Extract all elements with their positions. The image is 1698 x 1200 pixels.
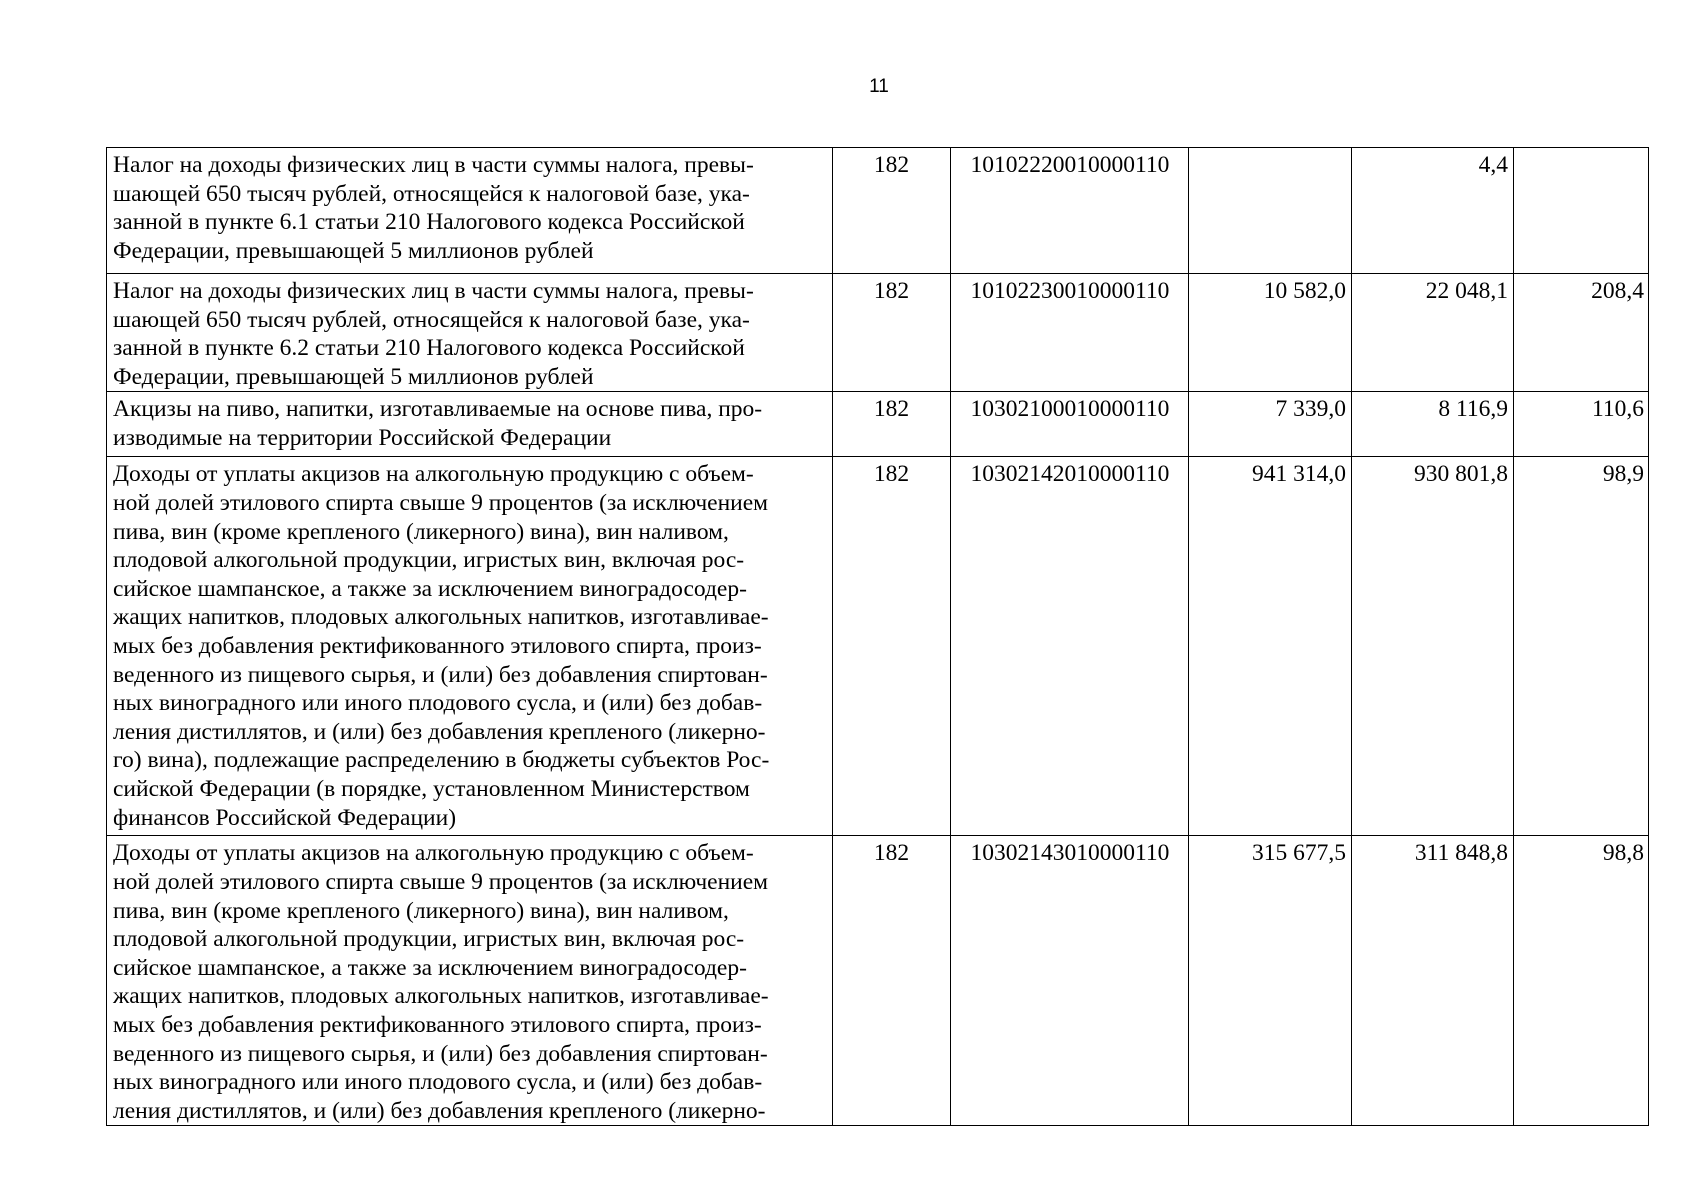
revenue-table [106, 147, 1649, 1126]
actual-value: 311 848,8 [1352, 836, 1514, 1126]
plan-value: 10 582,0 [1189, 274, 1352, 392]
revenue-table-container [106, 147, 1648, 1126]
budget-classification-code: 10102230010000110 [951, 274, 1189, 392]
plan-value [1189, 148, 1352, 274]
actual-value: 930 801,8 [1352, 457, 1514, 836]
actual-value: 22 048,1 [1352, 274, 1514, 392]
page-number: 11 [869, 76, 889, 97]
execution-percent: 110,6 [1514, 392, 1649, 457]
budget-classification-code: 10302142010000110 [951, 457, 1189, 836]
plan-value: 941 314,0 [1189, 457, 1352, 836]
budget-classification-code: 10302100010000110 [951, 392, 1189, 457]
budget-classification-code: 10102220010000110 [951, 148, 1189, 274]
execution-percent: 98,9 [1514, 457, 1649, 836]
revenue-description: Налог на доходы физических лиц в части суммы налога, превы- шающей 650 тысяч рублей, относящейся к налоговой базе, ука- занной в пункте 6.2 статьи 210 Налогового кодекса Российской Федерации, превышающей 5 миллионов рублей [107, 274, 833, 392]
table-row [107, 836, 1649, 1126]
revenue-description: Доходы от уплаты акцизов на алкогольную продукцию с объем- ной долей этилового спирта свыше 9 процентов (за исключением пива, вин (кроме крепленого (ликерного) вина), вин наливом, плодовой алкогольной продукции, игристых вин, включая рос- сийское шампанское, а также за исключением виноградосодер- жащих напитков, плодовых алкогольных напитков, изготавливае- мых без добавления ректификованного этилового спирта, произ- веденного из пищевого сырья, и (или) без добавления спиртован- ных виноградного или иного плодового сусла, и (или) без добав- ления дистиллятов, и (или) без добавления крепленого (ликерно- [107, 836, 833, 1126]
table-row [107, 392, 1649, 457]
actual-value: 4,4 [1352, 148, 1514, 274]
budget-classification-code: 10302143010000110 [951, 836, 1189, 1126]
administrator-code: 182 [833, 457, 951, 836]
execution-percent: 98,8 [1514, 836, 1649, 1126]
plan-value: 7 339,0 [1189, 392, 1352, 457]
table-row [107, 148, 1649, 274]
revenue-description: Доходы от уплаты акцизов на алкогольную продукцию с объем- ной долей этилового спирта свыше 9 процентов (за исключением пива, вин (кроме крепленого (ликерного) вина), вин наливом, плодовой алкогольной продукции, игристых вин, включая рос- сийское шампанское, а также за исключением виноградосодер- жащих напитков, плодовых алкогольных напитков, изготавливае- мых без добавления ректификованного этилового спирта, произ- веденного из пищевого сырья, и (или) без добавления спиртован- ных виноградного или иного плодового сусла, и (или) без добав- ления дистиллятов, и (или) без добавления крепленого (ликерно- го) вина), подлежащие распределению в бюджеты субъектов Рос- сийской Федерации (в порядке, установленном Министерством финансов Российской Федерации) [107, 457, 833, 836]
execution-percent: 208,4 [1514, 274, 1649, 392]
revenue-description: Налог на доходы физических лиц в части суммы налога, превы- шающей 650 тысяч рублей, относящейся к налоговой базе, ука- занной в пункте 6.1 статьи 210 Налогового кодекса Российской Федерации, превышающей 5 миллионов рублей [107, 148, 833, 274]
table-row [107, 457, 1649, 836]
execution-percent [1514, 148, 1649, 274]
administrator-code: 182 [833, 148, 951, 274]
plan-value: 315 677,5 [1189, 836, 1352, 1126]
revenue-description: Акцизы на пиво, напитки, изготавливаемые на основе пива, про- изводимые на территории Российской Федерации [107, 392, 833, 457]
administrator-code: 182 [833, 274, 951, 392]
table-row [107, 274, 1649, 392]
administrator-code: 182 [833, 836, 951, 1126]
administrator-code: 182 [833, 392, 951, 457]
actual-value: 8 116,9 [1352, 392, 1514, 457]
